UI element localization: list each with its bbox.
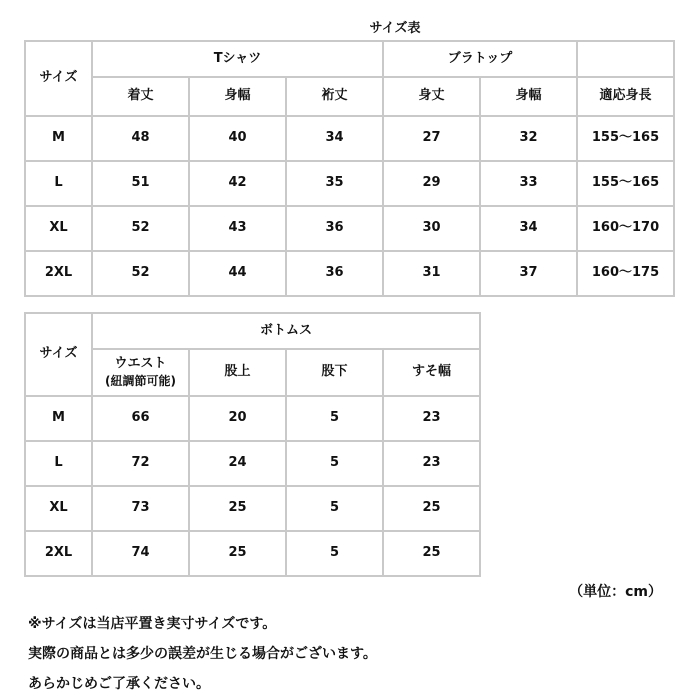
cell: 44: [189, 251, 286, 296]
cell: 32: [480, 116, 577, 161]
col-header-waist: [92, 349, 189, 396]
table-row: [25, 116, 674, 161]
table-row: [25, 206, 674, 251]
cell: 36: [286, 206, 383, 251]
row-size: XL: [25, 486, 92, 531]
col-header-body-width: 身幅: [480, 77, 577, 116]
cell: 30: [383, 206, 480, 251]
row-size: L: [25, 161, 92, 206]
table-row: [25, 441, 480, 486]
table-row: [25, 531, 480, 576]
cell: 27: [383, 116, 480, 161]
row-size: L: [25, 441, 92, 486]
bottoms-header: ボトムス: [92, 313, 480, 349]
cell: 74: [92, 531, 189, 576]
cell: 25: [383, 486, 480, 531]
col-header-hem-width: すそ幅: [383, 349, 480, 396]
cell: 155～165: [577, 161, 674, 206]
cell: 5: [286, 531, 383, 576]
cell: 33: [480, 161, 577, 206]
cell: 34: [480, 206, 577, 251]
cell: 160～175: [577, 251, 674, 296]
table-row: [25, 251, 674, 296]
cell: 25: [383, 531, 480, 576]
cell: 5: [286, 396, 383, 441]
col-header-body-length: 身丈: [383, 77, 480, 116]
note-line: ※サイズは当店平置き実寸サイズです。: [28, 616, 277, 632]
note-line: 実際の商品とは多少の誤差が生じる場合がございます。: [28, 646, 377, 662]
row-size: M: [25, 116, 92, 161]
table-row: [25, 396, 480, 441]
col-header-height-range: 適応身長: [577, 77, 674, 116]
row-size: 2XL: [25, 251, 92, 296]
waist-label: ウエスト: [114, 355, 167, 371]
cell: 42: [189, 161, 286, 206]
tshirt-header: Tシャツ: [92, 41, 383, 77]
cell: 25: [189, 486, 286, 531]
size-table-tops: [24, 40, 675, 297]
cell: 31: [383, 251, 480, 296]
cell: 66: [92, 396, 189, 441]
cell: 43: [189, 206, 286, 251]
cell: 37: [480, 251, 577, 296]
table-row: [25, 161, 674, 206]
size-header: サイズ: [25, 41, 92, 116]
cell: 24: [189, 441, 286, 486]
col-header-sleeve: 裄丈: [286, 77, 383, 116]
row-size: 2XL: [25, 531, 92, 576]
bratop-header: ブラトップ: [383, 41, 577, 77]
cell: 51: [92, 161, 189, 206]
cell: 23: [383, 396, 480, 441]
col-header-inseam: 股下: [286, 349, 383, 396]
col-header-width: 身幅: [189, 77, 286, 116]
note-line: あらかじめご了承ください。: [28, 676, 210, 692]
cell: 40: [189, 116, 286, 161]
cell: 160～170: [577, 206, 674, 251]
empty-header-cell: [577, 41, 674, 77]
cell: 52: [92, 251, 189, 296]
cell: 5: [286, 441, 383, 486]
size-header: サイズ: [25, 313, 92, 396]
col-header-length: 着丈: [92, 77, 189, 116]
waist-note: (紐調節可能): [105, 374, 176, 389]
col-header-rise: 股上: [189, 349, 286, 396]
cell: 35: [286, 161, 383, 206]
cell: 48: [92, 116, 189, 161]
table-row: [25, 486, 480, 531]
cell: 5: [286, 486, 383, 531]
row-size: M: [25, 396, 92, 441]
page-title: サイズ表: [369, 21, 421, 36]
cell: 155～165: [577, 116, 674, 161]
cell: 52: [92, 206, 189, 251]
cell: 20: [189, 396, 286, 441]
notes: [28, 609, 377, 699]
row-size: XL: [25, 206, 92, 251]
cell: 73: [92, 486, 189, 531]
unit-label: （単位：cm）: [569, 584, 662, 600]
cell: 25: [189, 531, 286, 576]
size-table-bottoms: [24, 312, 481, 577]
cell: 34: [286, 116, 383, 161]
cell: 72: [92, 441, 189, 486]
cell: 29: [383, 161, 480, 206]
cell: 23: [383, 441, 480, 486]
cell: 36: [286, 251, 383, 296]
